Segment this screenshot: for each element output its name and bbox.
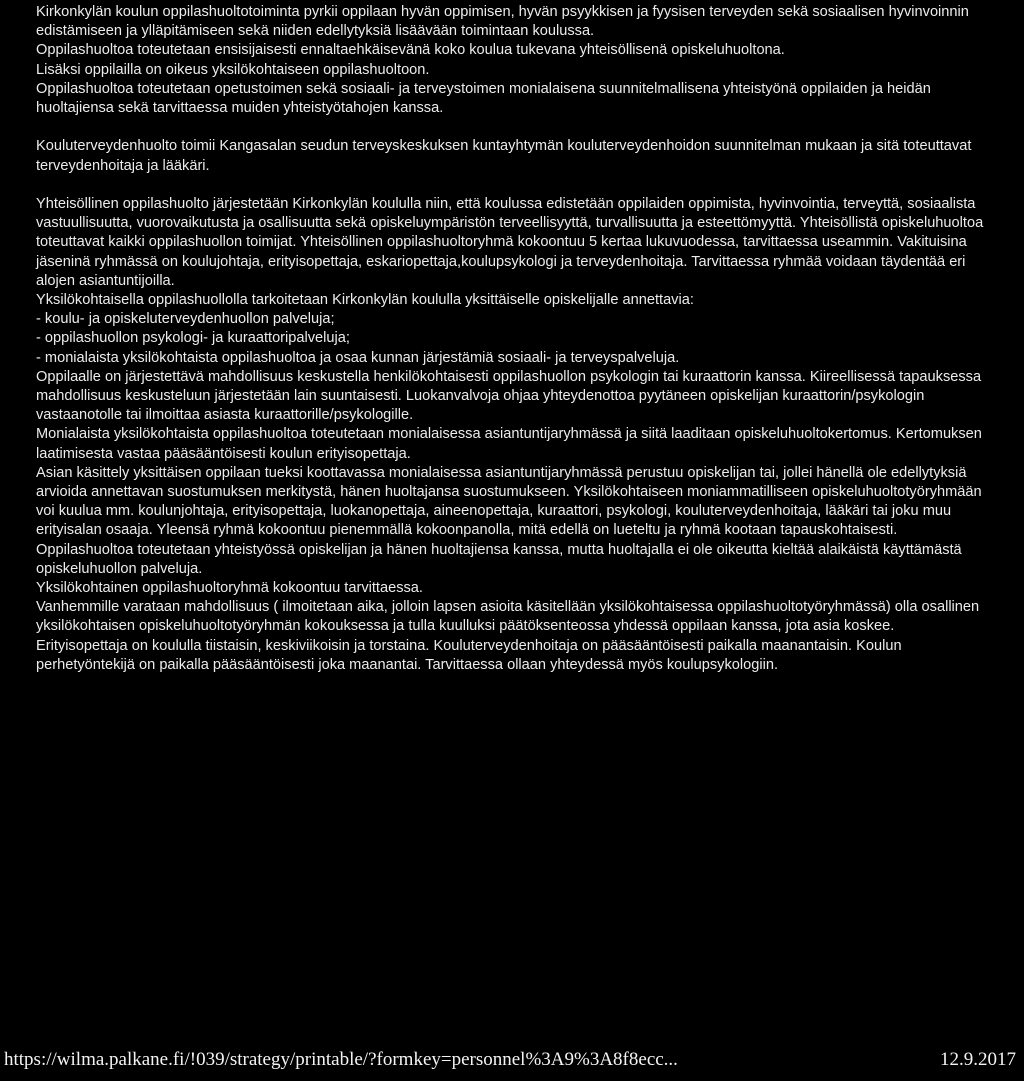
print-footer (0, 1049, 1024, 1075)
list-item: - koulu- ja opiskeluterveydenhuollon palveluja; (36, 311, 335, 328)
paragraph: Erityisopettaja on koululla tiistaisin, keskiviikoisin ja torstaina. Kouluterveydenhoitaja on pääsääntöisesti paikalla maanantaisin. Koulun perhetyöntekijä on paikalla pääsääntöisesti joka maanantai. Tarvittaessa ollaan yhteydessä myös koulupsykologiin. (36, 637, 902, 673)
footer-date: 12.9.2017 (940, 1049, 1016, 1070)
paragraph: Lisäksi oppilailla on oikeus yksilökohtaiseen oppilashuoltoon. (36, 61, 430, 78)
paragraph: Yksilökohtaisella oppilashuollolla tarkoitetaan Kirkonkylän koululla yksittäiselle opiskelijalle annettavia: (36, 292, 694, 309)
paragraph-gap (36, 176, 996, 195)
paragraph-gap (36, 118, 996, 137)
list-item: - oppilashuollon psykologi- ja kuraattoripalveluja; (36, 330, 350, 347)
paragraph: Yksilökohtainen oppilashuoltoryhmä kokoontuu tarvittaessa. (36, 580, 423, 597)
paragraph: Yhteisöllinen oppilashuolto järjestetään Kirkonkylän koululla niin, että koulussa edistetään oppilaiden oppimista, hyvinvointia, terveyttä, sosiaalista vastuullisuutta, vuorovaikutusta ja osallisuutta sekä opiskeluympäristön terveellisyyttä, turvallisuutta ja esteettömyyttä. Yhteisöllistä opiskeluhuoltoa toteuttavat kaikki oppilashuollon toimijat. Yhteisöllinen oppilashuoltoryhmä kokoontuu 5 kertaa lukuvuodessa, tarvittaessa useammin. Vakituisina jäseninä ryhmässä on koulujohtaja, erityisopettaja, eskariopettaja,koulupsykologi ja terveydenhoitaja. Tarvittaessa ryhmää voidaan täydentää eri alojen asiantuntijoilla. (36, 196, 984, 289)
paragraph: Asian käsittely yksittäisen oppilaan tueksi koottavassa monialaisessa asiantuntijaryhmässä perustuu opiskelijan tai, jollei hänellä ole edellytyksiä arvioida annettavan suostumuksen merkitystä, hänen huoltajansa suostumukseen. Yksilökohtaiseen moniammatilliseen opiskeluhuoltotyöryhmään voi kuulua mm. koulunjohtaja, erityisopettaja, luokanopettaja, aineenopettaja, kuraattori, psykologi, kouluterveydenhoitaja, lääkäri tai joku muu erityisalan osaaja. Yleensä ryhmä kokoontuu pienemmällä kokoonpanolla, mitä edellä on lueteltu ja ryhmä kootaan tapauskohtaisesti. Oppilashuoltoa toteutetaan yhteistyössä opiskelijan ja hänen huoltajiensa kanssa, mutta huoltajalla ei ole oikeutta kieltää alaikäistä käyttämästä opiskeluhuollon palveluja. (36, 464, 982, 577)
paragraph: Monialaista yksilökohtaista oppilashuoltoa toteutetaan monialaisessa asiantuntijaryhmässä ja siitä laaditaan opiskeluhuoltokertomus. Kertomuksen laatimisesta vastaa pääsääntöisesti koulun erityisopettaja. (36, 426, 982, 462)
paragraph: Kouluterveydenhuolto toimii Kangasalan seudun terveyskeskuksen kuntayhtymän kouluterveydenhoidon suunnitelman mukaan ja sitä toteuttavat terveydenhoitaja ja lääkäri. (36, 138, 972, 174)
paragraph: Oppilashuoltoa toteutetaan opetustoimen sekä sosiaali- ja terveystoimen monialaisena suunnitelmallisena yhteistyönä oppilaiden ja heidän huoltajiensa sekä tarvittaessa muiden yhteistyötahojen kanssa. (36, 80, 931, 117)
footer-url[interactable]: https://wilma.palkane.fi/!039/strategy/printable/?formkey=personnel%3A9%3A8f8ecc... (4, 1049, 678, 1070)
paragraph: Oppilashuoltoa toteutetaan ensisijaisesti ennaltaehkäisevänä koko koulua tukevana yhteisöllisenä opiskeluhuoltona. (36, 42, 785, 59)
paragraph: Oppilaalle on järjestettävä mahdollisuus keskustella henkilökohtaisesti oppilashuollon psykologin tai kuraattorin kanssa. Kiireellisessä tapauksessa mahdollisuus keskusteluun järjestetään lain suuntaisesti. Luokanvalvoja ohjaa yhteydenottoa pyytäneen opiskelijan kuraattorin/psykologin vastaanotolle tai ilmoittaa asiasta kuraattorille/psykologille. (36, 368, 982, 424)
list-item: - monialaista yksilökohtaista oppilashuoltoa ja osaa kunnan järjestämiä sosiaali- ja terveyspalveluja. (36, 349, 680, 366)
paragraph: Kirkonkylän koulun oppilashuoltotoiminta pyrkii oppilaan hyvän oppimisen, hyvän psyykkisen ja fyysisen terveyden sekä sosiaalisen hyvinvoinnin edistämiseen ja ylläpitämiseen sekä niiden edellytyksiä lisäävään toimintaan koulussa. (36, 4, 969, 40)
document-body (36, 3, 996, 675)
paragraph: Vanhemmille varataan mahdollisuus ( ilmoitetaan aika, jolloin lapsen asioita käsitellään yksilökohtaisessa oppilashuoltotyöryhmässä) olla osallinen yksilökohtaisen opiskeluhuoltotyöryhmän kokouksessa ja tulla kuulluksi päätöksenteossa yhdessä oppilaan kanssa, jota asia koskee. (36, 599, 980, 635)
